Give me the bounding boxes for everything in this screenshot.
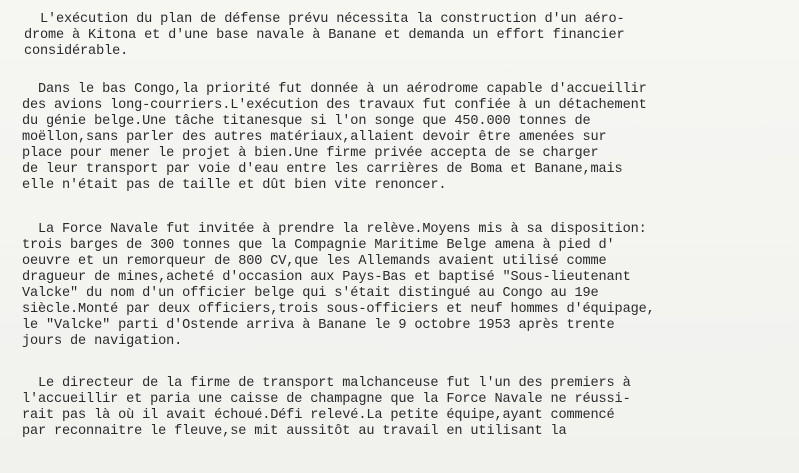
text-line: Dans le bas Congo,la priorité fut donnée à un aérodrome capable d'accueillir <box>22 82 647 97</box>
text-line: Le directeur de la firme de transport malchanceuse fut l'un des premiers à <box>22 376 631 391</box>
text-line: du génie belge.Une tâche titanesque si l'on songe que 450.000 tonnes de <box>22 114 591 129</box>
text-line: elle n'était pas de taille et dût bien vite renoncer. <box>22 178 447 193</box>
text-line: moëllon,sans parler des autres matériaux,allaient devoir être amenées sur <box>22 130 607 145</box>
text-line: Valcke" du nom d'un officier belge qui s'était distingué au Congo au 19e <box>22 286 599 301</box>
text-line: L'exécution du plan de défense prévu nécessita la construction d'un aéro- <box>24 12 625 27</box>
text-line: de leur transport par voie d'eau entre les carrières de Boma et Banane,mais <box>22 162 623 177</box>
text-line: le "Valcke" parti d'Ostende arriva à Banane le 9 octobre 1953 après trente <box>22 318 615 333</box>
text-line: dragueur de mines,acheté d'occasion aux Pays-Bas et baptisé "Sous-lieutenant <box>22 270 631 285</box>
text-line: trois barges de 300 tonnes que la Compagnie Maritime Belge amena à pied d' <box>22 238 615 253</box>
text-line: par reconnaitre le fleuve,se mit aussitôt au travail en utilisant la <box>22 424 567 439</box>
text-line: considérable. <box>24 44 129 59</box>
text-line: La Force Navale fut invitée à prendre la relève.Moyens mis à sa disposition: <box>22 222 647 237</box>
text-line: des avions long-courriers.L'exécution des travaux fut confiée à un détachement <box>22 98 647 113</box>
text-line: jours de navigation. <box>22 334 183 349</box>
text-line: oeuvre et un remorqueur de 800 CV,que les Allemands avaient utilisé comme <box>22 254 607 269</box>
text-line: place pour mener le projet à bien.Une firme privée accepta de se charger <box>22 146 599 161</box>
text-line: l'accueillir et paria une caisse de champagne que la Force Navale ne réussi- <box>22 392 631 407</box>
text-line: drome à Kitona et d'une base navale à Banane et demanda un effort financier <box>24 28 625 43</box>
text-line: siècle.Monté par deux officiers,trois sous-officiers et neuf hommes d'équipage, <box>22 302 655 317</box>
text-line: rait pas là où il avait échoué.Défi relevé.La petite équipe,ayant commencé <box>22 408 615 423</box>
